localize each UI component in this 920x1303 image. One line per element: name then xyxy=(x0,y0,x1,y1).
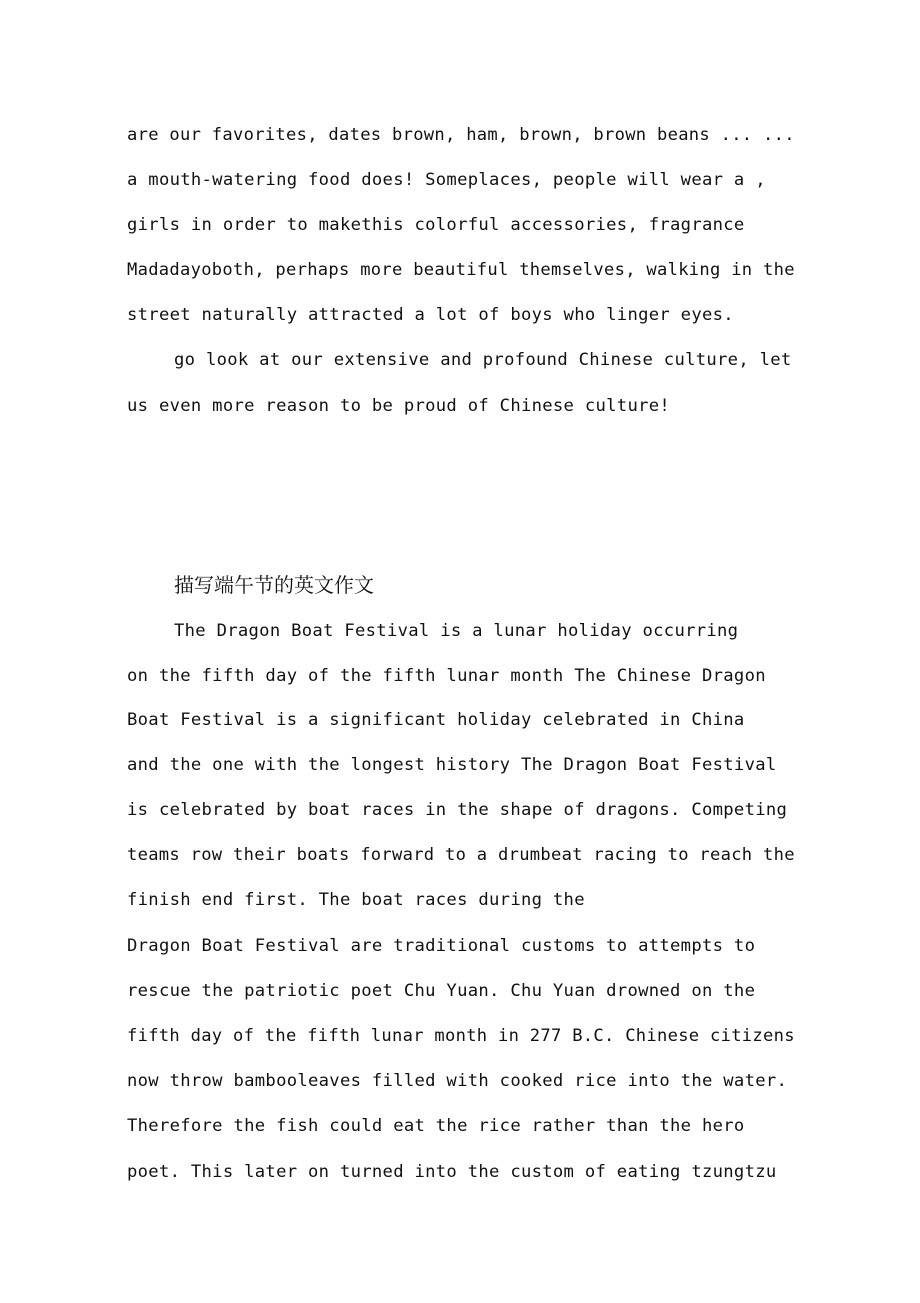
essay-line: teams row their boats forward to a drumbeat racing to reach the xyxy=(127,845,795,865)
essay-line: fifth day of the fifth lunar month in 277 B.C. Chinese citizens xyxy=(127,1026,795,1046)
paragraph-line: go look at our extensive and profound Chinese culture, let xyxy=(174,350,792,370)
essay-line: rescue the patriotic poet Chu Yuan. Chu Yuan drowned on the xyxy=(127,981,756,1001)
essay-line: finish end first. The boat races during the xyxy=(127,890,585,910)
essay-line: Boat Festival is a significant holiday celebrated in China xyxy=(127,710,745,730)
paragraph-line: are our favorites, dates brown, ham, brown, brown beans ... ... xyxy=(127,125,795,145)
paragraph-line: girls in order to makethis colorful accessories, fragrance xyxy=(127,215,745,235)
essay-line: Therefore the fish could eat the rice rather than the hero xyxy=(127,1116,745,1136)
paragraph-line: street naturally attracted a lot of boys who linger eyes. xyxy=(127,305,734,325)
essay-line: is celebrated by boat races in the shape of dragons. Competing xyxy=(127,800,788,820)
paragraph-line: a mouth-watering food does! Someplaces, people will wear a , xyxy=(127,170,766,190)
paragraph-line: Madadayoboth, perhaps more beautiful themselves, walking in the xyxy=(127,260,795,280)
essay-line: on the fifth day of the fifth lunar month The Chinese Dragon xyxy=(127,666,766,686)
essay-line: poet. This later on turned into the custom of eating tzungtzu xyxy=(127,1162,777,1182)
essay-line: Dragon Boat Festival are traditional customs to attempts to xyxy=(127,936,756,956)
paragraph-line: us even more reason to be proud of Chinese culture! xyxy=(127,396,671,416)
essay-line: and the one with the longest history The Dragon Boat Festival xyxy=(127,755,777,775)
essay-line: now throw bambooleaves filled with cooked rice into the water. xyxy=(127,1071,788,1091)
essay-title: 描写端午节的英文作文 xyxy=(174,573,374,597)
essay-line: The Dragon Boat Festival is a lunar holiday occurring xyxy=(174,621,739,641)
